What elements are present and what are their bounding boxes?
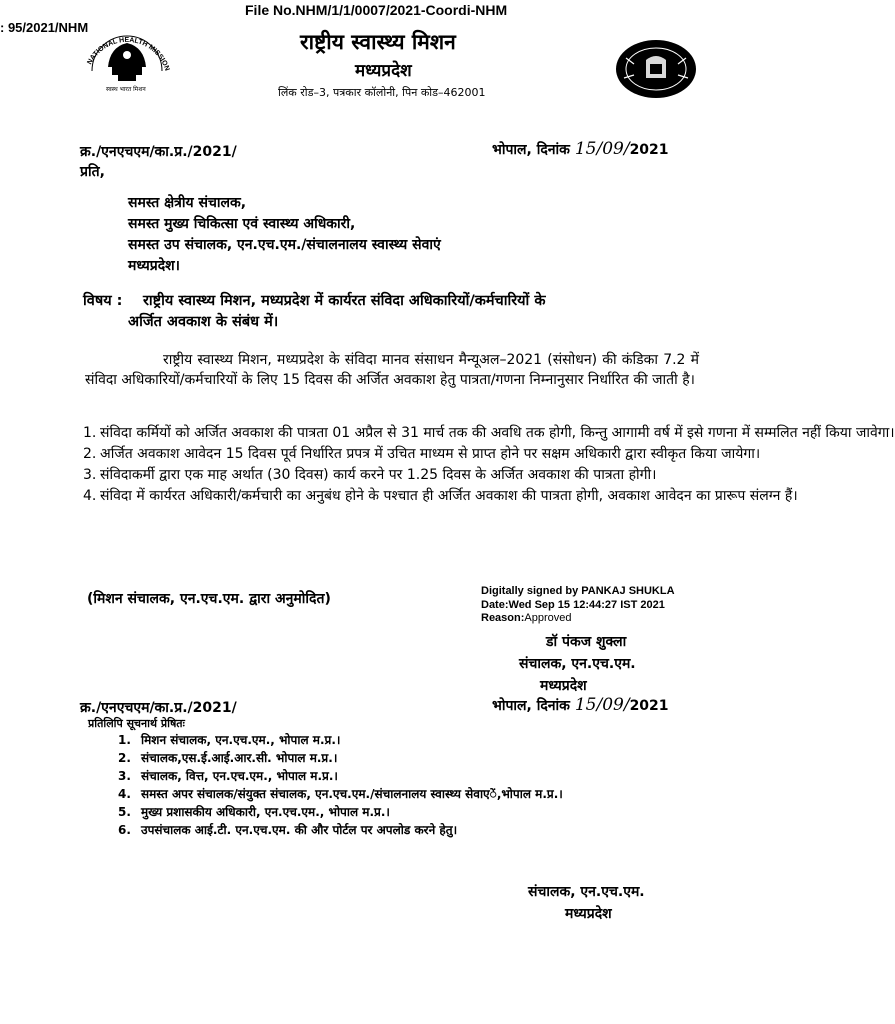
logo-arc-text: NATIONAL HEALTH MISSION — [86, 36, 171, 72]
recipient-1: समस्त क्षेत्रीय संचालक, — [128, 195, 247, 211]
footer-state: मध्यप्रदेश — [565, 906, 612, 922]
top-reference: : 95/2021/NHM — [0, 20, 89, 35]
list-item: 6. उपसंचालक आई.टी. एन.एच.एम. की और पोर्टल पर अपलोड करने हेतु। — [118, 823, 458, 837]
nhm-logo — [78, 25, 176, 97]
copy-list — [118, 731, 563, 839]
digital-signature-line1: Digitally signed by PANKAJ SHUKLA — [481, 585, 675, 597]
date-prefix: भोपाल, दिनांक — [492, 142, 570, 158]
approval-note: (मिशन संचालक, एन.एच.एम. द्वारा अनुमोदित) — [87, 591, 331, 607]
date-day: 15 — [574, 139, 597, 159]
org-address: लिंक रोड–3, पत्रकार कॉलोनी, पिन कोड–462001 — [278, 86, 486, 99]
subject-line-1: राष्ट्रीय स्वास्थ्य मिशन, मध्यप्रदेश में कार्यरत संविदा अधिकारियों/कर्मचारियों के — [143, 293, 546, 309]
file-number: File No.NHM/1/1/0007/2021-Coordi-NHM — [245, 2, 508, 18]
recipient-3: समस्त उप संचालक, एन.एच.एम./संचालनालय स्वास्थ्य सेवाएं — [128, 237, 441, 253]
recipient-4: मध्यप्रदेश। — [128, 258, 180, 274]
date-month: /09/ — [596, 139, 630, 159]
copy-heading: प्रतिलिपि सूचनार्थ प्रेषितः — [88, 717, 185, 730]
letter-reference: क्र./एनएचएम/का.प्र./2021/ — [80, 144, 237, 160]
body-paragraph: राष्ट्रीय स्वास्थ्य मिशन, मध्यप्रदेश के संविदा मानव संसाधन मैन्यूअल–2021 (संसोधन) की कंडिका 7.2 में संविदा अधिकारियों/कर्मचारियों के लिए 15 दिवस की अर्जित अवकाश हेतु पात्रता/गणना निम्नानुसार निर्धारित की जाती है। — [85, 352, 699, 388]
date-year: 2021 — [629, 142, 669, 158]
digital-signature-reason: Reason:Approved — [481, 612, 572, 624]
subject-line-2: अर्जित अवकाश के संबंध में। — [128, 314, 279, 330]
list-item: 3. संविदाकर्मी द्वारा एक माह अर्थात (30 दिवस) कार्य करने पर 1.25 दिवस के अर्जित अवकाश की पात्रता होगी। — [83, 467, 657, 483]
signatory-state: मध्यप्रदेश — [540, 678, 587, 694]
date-prefix: भोपाल, दिनांक — [492, 698, 570, 714]
points-list — [83, 423, 895, 507]
list-item: 2. अर्जित अवकाश आवेदन 15 दिवस पूर्व निर्धारित प्रपत्र में उचित माध्यम से प्राप्त होने पर सक्षम अधिकारी द्वारा स्वीकृत किया जायेगा। — [83, 446, 761, 462]
list-item: 3. संचालक, वित्त, एन.एच.एम., भोपाल म.प्र.। — [118, 769, 338, 783]
date-year: 2021 — [629, 698, 669, 714]
letter-date — [492, 139, 669, 159]
emblem-icon — [612, 38, 700, 100]
footer-designation: संचालक, एन.एच.एम. — [528, 884, 645, 900]
copy-reference: क्र./एनएचएम/का.प्र./2021/ — [80, 700, 237, 716]
list-item: 2. संचालक,एस.ई.आई.आर.सी. भोपाल म.प्र.। — [118, 751, 338, 765]
list-item: 5. मुख्य प्रशासकीय अधिकारी, एन.एच.एम., भोपाल म.प्र.। — [118, 805, 390, 819]
copy-date — [492, 695, 669, 715]
digital-signature-date: Date:Wed Sep 15 12:44:27 IST 2021 — [481, 599, 665, 611]
recipient-2: समस्त मुख्य चिकित्सा एवं स्वास्थ्य अधिकारी, — [128, 216, 356, 232]
to-label: प्रति, — [80, 164, 105, 180]
list-item: 1. मिशन संचालक, एन.एच.एम., भोपाल म.प्र.। — [118, 733, 341, 747]
date-day: 15 — [574, 695, 597, 715]
logo-subtext: स्वस्थ भारत मिशन — [106, 86, 146, 93]
list-item: 4. समस्त अपर संचालक/संयुक्त संचालक, एन.एच.एम./संचालनालय स्वास्थ्य सेवाएें,भोपाल म.प्र.। — [118, 787, 563, 801]
list-item: 1. संविदा कर्मियों को अर्जित अवकाश की पात्रता 01 अप्रैल से 31 मार्च तक की अवधि तक होगी, किन्तु आगामी वर्ष में इसे गणना में सम्मलित नहीं किया जावेगा। — [83, 425, 895, 441]
subject-label: विषय : — [83, 293, 123, 309]
state-emblem — [612, 38, 700, 100]
list-item: 4. संविदा में कार्यरत अधिकारी/कर्मचारी का अनुबंध होने के पश्चात ही अर्जित अवकाश की पात्रता होगी, अवकाश आवेदन का प्रारूप संलग्न हैं। — [83, 488, 798, 504]
org-state: मध्यप्रदेश — [355, 61, 412, 81]
signatory-name: डॉ पंकज शुक्ला — [546, 634, 627, 650]
svg-text:NATIONAL HEALTH MISSION — [86, 37, 170, 72]
date-month: /09/ — [596, 695, 630, 715]
org-name: राष्ट्रीय स्वास्थ्य मिशन — [300, 30, 456, 54]
signatory-designation: संचालक, एन.एच.एम. — [519, 656, 636, 672]
